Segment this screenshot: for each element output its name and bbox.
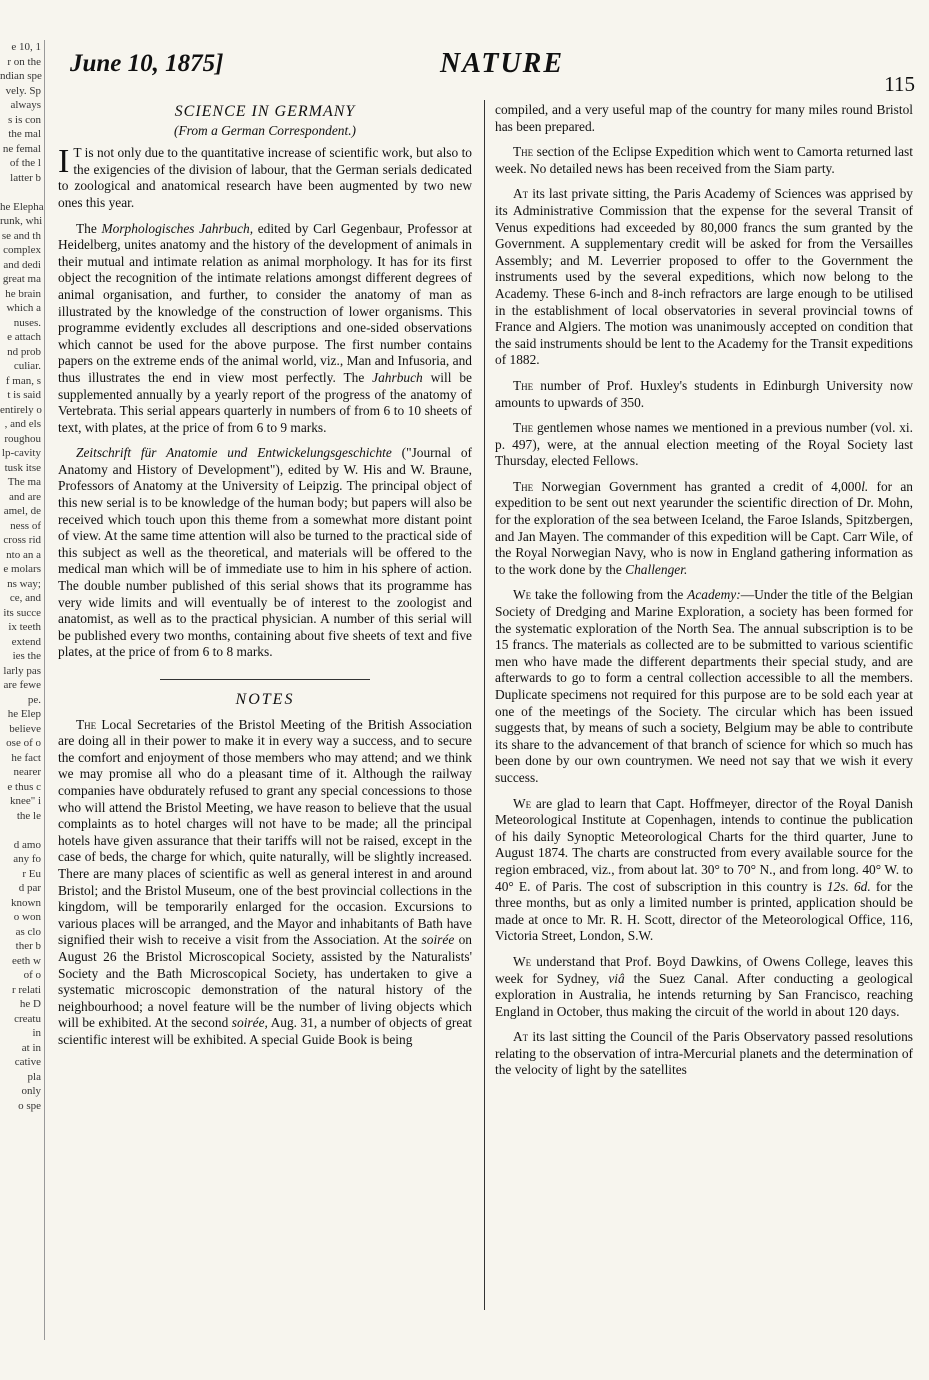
column-rule [484,100,485,1310]
gutter-fragment: the le [16,809,41,822]
note-huxley-students: The number of Prof. Huxley's students in Edinburgh University now amounts to upwards of 350. [495,377,913,410]
gutter-fragment: which a [6,302,41,314]
gutter-fragment: known [11,896,41,909]
gutter-fragment: extend [11,635,41,648]
gutter-fragment: nearer [13,766,41,778]
gutter-fragment: ne femal [2,142,41,155]
gutter-fragment: and are [8,490,41,503]
note-boyd-dawkins: We understand that Prof. Boyd Dawkins, of Owens College, leaves this week for Sydney, viâ the Suez Canal. After conducting a geological exploration in Australia, he intends returning by San Francisco, reaching England in October, thus making the circuit of the world in about 120 days. [495,953,913,1019]
gutter-fragment: pla [27,1070,41,1083]
gutter-fragment: r relati [11,983,41,996]
gutter-fragment: t is said [7,389,41,401]
gutter-fragment: entirely o [0,403,42,416]
gutter-fragment: se and th [1,229,41,242]
gutter-fragment: he brain [5,287,41,300]
gutter-fragment: nto an a [6,548,41,561]
gutter-fragment: always [10,99,41,111]
gutter-fragment: f man, s [5,374,41,387]
journal-title: NATURE [440,48,565,79]
gutter-fragment: ness of [10,519,41,532]
gutter-fragment: o spe [18,1099,41,1112]
gutter-fragment: ix teeth [8,621,41,633]
gutter-fragment: e attach [7,331,41,343]
page-number: 115 [884,72,915,96]
article-title: SCIENCE IN GERMANY [174,103,356,120]
gutter-fragment: at in [21,1041,41,1054]
note-belgian-society: We take the following from the Academy:—Under the title of the Belgian Society of Dredging and Marine Exploration, a society has been formed for the systematic exploration of the North Sea. The annual subscription is to be 15 francs. The materials as collected are to be submitted to various scientific men who have made the different departments their special study, and are afterwards to go to form a central collection accessible to all the members. Duplicate specimens not required for this purpose are to be sold each year at one of the meetings of the Society. The circular which has been issued suggests that, by means of such a society, Belgium may be able to contribute its share to the advancement of that branch of science for which so much has been done by our own countrymen. We need not say that we wish it every success. [495,587,913,785]
section-divider [160,679,370,680]
gutter-fragment: larly pas [3,664,41,677]
note-danish-meteorological: We are glad to learn that Capt. Hoffmeyer, director of the Royal Danish Meteorological Institute at Copenhagen, intends to continue the publication of his daily Synoptic Meteorological Charts for the third quarter, June to August 1874. The charts are constructed from every available source for the region embraced, viz., from about lat. 30° to 70° N., and from long. 40° W. to 40° E. of Paris. The cost of subscription in this country is 12s. 6d. for the three months, but as only a limited number is printed, application should be made at once to Mr. R. H. Scott, director of the Meteorological Office, 116, Victoria Street, London, S.W. [495,795,913,944]
gutter-fragment: he fact [11,751,41,764]
gutter-fragment: ther b [15,940,41,952]
gutter-fragment: vely. Sp [5,84,41,97]
gutter-fragment: amel, de [3,505,41,517]
gutter-fragment: tusk itse [4,461,41,474]
gutter-fragment: culiar. [13,360,41,372]
gutter-fragment: cative [14,1056,41,1068]
gutter-fragment: latter b [10,171,41,184]
gutter-fragment: roughou [4,432,41,445]
gutter-fragment: believe [9,722,41,735]
note-bristol-continued: compiled, and a very useful map of the country for many miles round Bristol has been prepared. [495,102,913,134]
notes-title: NOTES [235,691,295,708]
gutter-fragment: , and els [4,418,41,430]
issue-date: June 10, 1875] [70,50,224,77]
note-paris-observatory: At its last sitting the Council of the Paris Observatory passed resolutions relating to the observation of intra-Mercurial planets and the determination of the velocity of light by the satellites [495,1029,913,1078]
adjacent-page-gutter [0,40,45,1340]
gutter-fragment: the mal [8,128,41,140]
gutter-fragment: s is con [8,113,41,126]
gutter-fragment: ies the [12,650,41,662]
article-subtitle: (From a German Correspondent.) [174,122,356,138]
gutter-fragment: The ma [7,476,41,488]
gutter-fragment: its succe [3,606,41,619]
right-column [495,102,913,1372]
gutter-fragment: nuses. [13,316,41,329]
note-norwegian-expedition: The Norwegian Government has granted a credit of 4,000l. for an expedition to be sent out next yearunder the scientific direction of Dr. Mohn, for the exploration of the sea between Iceland, the Faroe Islands, Spitzbergen, and Jan Mayen. The commander of this expedition will be Capt. Carr Wile, of the Royal Norwegian Navy, who is now in England gathering information as to the work done by the Challenger. [495,478,913,577]
gutter-fragment: e molars [3,563,41,575]
gutter-fragment: complex [3,244,41,256]
gutter-fragment: of o [23,969,41,981]
gutter-fragment: lp-cavity [1,447,41,459]
note-royal-society: The gentlemen whose names we mentioned in a previous number (vol. xi. p. 497), were, at the annual election meeting of the Royal Society last Thursday, elected Fellows. [495,420,913,469]
note-eclipse-expedition: The section of the Eclipse Expedition which went to Camorta returned last week. No detailed news has been received from the Siam party. [495,144,913,176]
gutter-fragment: ose of o [6,737,41,749]
gutter-fragment: r on the [7,55,41,68]
note-paris-academy: At its last private sitting, the Paris Academy of Sciences was apprised by its Administrative Commission that the expense for the several Transit of Venus expeditions had exceeded by 80,000 francs the sum granted by the Government. A supplementary credit will be asked for from the Versailles Assembly; and M. Leverrier proposed to offer to the Government the instruments used by the several expeditions, which now belong to the Academy. These 6-inch and 8-inch refractors are large enough to be utilised in the establishment of local observatories in several provincial towns of France and Algiers. The motion was unanimously accepted on condition that the said instruments should be lent to the Academy for the Transit expeditions of 1882. [495,186,913,368]
gutter-fragment: ns way; [7,577,41,590]
gutter-fragment: in [32,1027,41,1039]
gutter-fragment: and dedi [3,258,41,271]
gutter-fragment: r Eu [22,867,41,880]
gutter-fragment: eeth w [11,954,41,967]
gutter-fragment: ndian spe [0,70,42,82]
gutter-fragment: only [21,1085,41,1097]
gutter-fragment: as clo [15,925,41,938]
gutter-fragment: runk, whi [0,215,43,227]
gutter-fragment: he Elep [7,708,41,720]
gutter-fragment: are fewe [3,679,41,691]
gutter-fragment: knee" i [9,795,41,807]
gutter-fragment: nd prob [7,345,41,358]
gutter-fragment: e 10, 1 [11,41,41,53]
gutter-fragment: he D [19,998,41,1010]
gutter-fragment: o won [13,911,41,923]
gutter-fragment: d amo [13,838,41,851]
gutter-fragment: pe. [27,693,41,706]
gutter-fragment: creatu [14,1012,41,1025]
gutter-fragment: great ma [2,273,41,285]
gutter-fragment [0,823,44,838]
gutter-fragment: of the l [9,157,41,169]
note-bristol-meeting: The Local Secretaries of the Bristol Meeting of the British Association are doing all in their power to make it in every way a success, and to secure the comfort and enjoyment of those members who may attend; and we think we may promise all who do a pleasant time of it. Although the railway companies have obdurately refused to grant any special concessions to those who will attend the Bristol Meeting, we have reason to believe that the usual complaints as to hotel charges will not have to be made; all the principal hotels have given assurance that their tariffs will not be raised, except in the case of beds, the charge for which, quite naturally, will be slightly increased. There are many places of scientific as well as general interest in and around Bristol; and the Bristol Museum, one of the best provincial collections in the kingdom, will be temporarily enlarged for the occasion. Excursions to various places will be arranged, and the Mayor and inhabitants of Bath have signified their wish to receive a visit from the Association. At the soirée on August 26 the Bristol Microscopical Society, assisted by the Naturalists' Society and the Bath Microscopical Society, has undertaken to give a systematic microscopic demonstration of the natural history of the neighbourhood; a novel feature will be the number of living objects which will be exhibited. At the second soirée, Aug. 31, a number of objects of great scientific interest will be exhibited. A special Guide Book is being [58,716,472,1047]
article-paragraph-2: The Morphologisches Jahrbuch, edited by Carl Gegenbaur, Professor at Heidelberg, unites anatomy and the history of the development of animals in their mutual and intimate relation as animal morphology. It has for its first object the recognition of the intimate relations amongst different degrees of animal organisation, and further, to consider the anatomy of man as illustrated by the knowledge of the construction of lower organisms. This programme evidently excludes all descriptions and one-sided observations which cannot be used for the above purpose. The first number contains papers on the extreme ends of the animal world, viz., Man and Infusoria, and thus illustrates the end in view most perfectly. The Jahrbuch will be supplemented annually by a yearly report of the progress of the anatomy of Vertebrata. This serial appears quarterly in numbers of from 6 to 10 sheets of text, with plates, at the price of from 6 to 9 marks. [58,220,472,435]
gutter-fragment: e thus c [7,780,41,793]
gutter-fragment: any fo [13,853,41,865]
article-paragraph-1: I T is not only due to the quantitative increase of scientific work, but also to the exigencies of the division of labour, that the German serials dedicated to zoological and anatomical research have been augmented by two new ones this year. [58,143,472,210]
left-column [58,102,472,1372]
gutter-fragment: cross rid [3,534,41,546]
gutter-fragment: ce, and [9,592,41,604]
article-paragraph-3: Zeitschrift für Anatomie und Entwickelungsgeschichte ("Journal of Anatomy and History of Development"), edited by W. His and W. Braune, Professors of Anatomy at the University of Leipzig. The principal object of this new serial is to be knowledge of the human body; but papers will also be received which touch upon this theme from a somewhat more distant point of view. At the same time attention will also be turned to the practical side of this subject as well as the theoretical, and materials will be offered to the medical man which will be of immediate use to him in his sphere of action. The double number published of this serial shows that its programme has very wide limits and will eventually be of interest to the zoologist and anatomist, as well as to the practical physician. A number of this serial will be published every two months, containing about five sheets of text and five plates, at the price of from 6 to 8 marks. [58,445,472,660]
gutter-fragment: he Elepha [0,200,44,213]
gutter-fragment: d par [18,882,41,894]
page-header [70,48,917,96]
drop-cap: I [58,143,70,181]
gutter-fragment [0,185,44,200]
